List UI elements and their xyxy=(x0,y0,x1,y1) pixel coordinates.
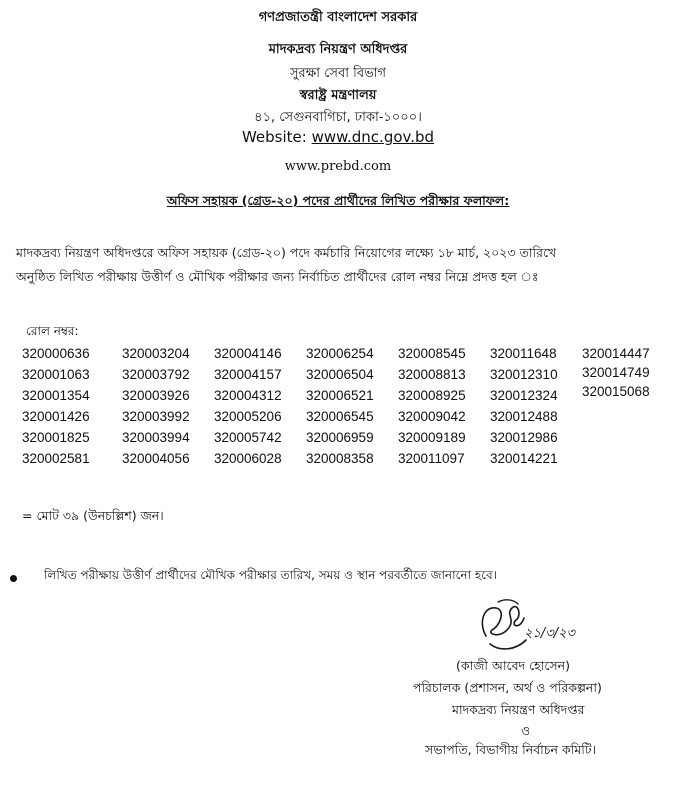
roll-number: 320011097 xyxy=(398,451,465,466)
total-count: = মোট ৩৯ (উনচল্লিশ) জন। xyxy=(22,508,164,523)
roll-number: 320001825 xyxy=(22,430,90,445)
roll-number: 320000636 xyxy=(22,346,90,361)
roll-number: 320006504 xyxy=(306,367,374,382)
roll-number: 320012324 xyxy=(490,388,558,403)
signature-date: ২১/৩/২৩ xyxy=(524,626,576,641)
roll-number: 320002581 xyxy=(22,451,90,466)
bullet-icon xyxy=(10,575,17,582)
roll-number: 320009042 xyxy=(398,409,466,424)
roll-number: 320003992 xyxy=(122,409,190,424)
roll-number: 320006028 xyxy=(214,451,282,466)
roll-number: 320001354 xyxy=(22,388,90,403)
roll-number: 320003204 xyxy=(122,346,190,361)
source-site: www.prebd.com xyxy=(284,159,392,174)
govt-line: গণপ্রজাতন্ত্রী বাংলাদেশ সরকার xyxy=(258,10,418,25)
roll-number: 320012488 xyxy=(490,409,558,424)
result-title: অফিস সহায়ক (গ্রেড-২০) পদের প্রার্থীদের লিখিত পরীক্ষার ফলাফল: xyxy=(166,193,510,208)
signer-conjunction: ও xyxy=(521,723,531,738)
roll-number: 320006959 xyxy=(306,430,374,445)
roll-number: 320009189 xyxy=(398,430,466,445)
viva-note: লিখিত পরীক্ষায় উত্তীর্ণ প্রার্থীদের মৌখিক পরীক্ষার তারিখ, সময় ও স্থান পরবর্তীতে জানানো হবে। xyxy=(44,568,497,582)
roll-number: 320001063 xyxy=(22,367,90,382)
roll-number: 320014221 xyxy=(490,451,558,466)
roll-number: 320004157 xyxy=(214,367,282,382)
intro-line-1: মাদকদ্রব্য নিয়ন্ত্রণ অধিদপ্তরে অফিস সহায়ক (গ্রেড-২০) পদে কর্মচারি নিয়োগের লক্ষ্যে ১৮ মার্চ, ২০২৩ তারিখে xyxy=(16,245,557,260)
roll-number: 320008358 xyxy=(306,451,374,466)
roll-number: 320014749 xyxy=(582,365,650,380)
roll-number: 320001426 xyxy=(22,409,90,424)
roll-number: 320003792 xyxy=(122,367,190,382)
signer-name: (কাজী আবেদ হোসেন) xyxy=(456,658,570,673)
roll-number: 320003994 xyxy=(122,430,190,445)
roll-number: 320005206 xyxy=(214,409,282,424)
handwritten-signature xyxy=(476,596,576,658)
division-name: সুরক্ষা সেবা বিভাগ xyxy=(289,66,387,81)
roll-number: 320011648 xyxy=(490,346,557,361)
department-name: মাদকদ্রব্য নিয়ন্ত্রণ অধিদপ্তর xyxy=(268,42,408,57)
roll-number: 320008813 xyxy=(398,367,466,382)
roll-number: 320004146 xyxy=(214,346,282,361)
roll-number: 320008545 xyxy=(398,346,466,361)
roll-number: 320005742 xyxy=(214,430,282,445)
intro-paragraph xyxy=(16,241,666,289)
website-link[interactable]: www.dnc.gov.bd xyxy=(311,128,435,146)
roll-number: 320004056 xyxy=(122,451,190,466)
roll-number: 320014447 xyxy=(582,346,650,361)
signer-role: সভাপতি, বিভাগীয় নির্বাচন কমিটি। xyxy=(425,742,597,757)
roll-number: 320006254 xyxy=(306,346,374,361)
signer-designation: পরিচালক (প্রশাসন, অর্থ ও পরিকল্পনা) xyxy=(413,680,602,695)
roll-number: 320015068 xyxy=(582,384,650,399)
roll-number: 320012310 xyxy=(490,367,558,382)
address: ৪১, সেগুনবাগিচা, ঢাকা-১০০০। xyxy=(254,110,422,125)
website-line xyxy=(0,128,676,146)
intro-line-2: অনুষ্ঠিত লিখিত পরীক্ষায় উত্তীর্ণ ও মৌখিক পরীক্ষার জন্য নির্বাচিত প্রার্থীদের রোল নম্বর নিম্নে প্রদত্ত হল ঃ xyxy=(16,269,539,284)
ministry-name: স্বরাষ্ট্র মন্ত্রণালয় xyxy=(299,88,377,103)
roll-number: 320006545 xyxy=(306,409,374,424)
roll-number: 320003926 xyxy=(122,388,190,403)
roll-number: 320006521 xyxy=(306,388,374,403)
roll-heading: রোল নম্বর: xyxy=(26,324,79,338)
roll-number: 320008925 xyxy=(398,388,466,403)
website-label: Website: xyxy=(241,128,307,146)
roll-number: 320004312 xyxy=(214,388,282,403)
roll-number: 320012986 xyxy=(490,430,558,445)
signer-office: মাদকদ্রব্য নিয়ন্ত্রণ অধিদপ্তর xyxy=(452,702,585,717)
